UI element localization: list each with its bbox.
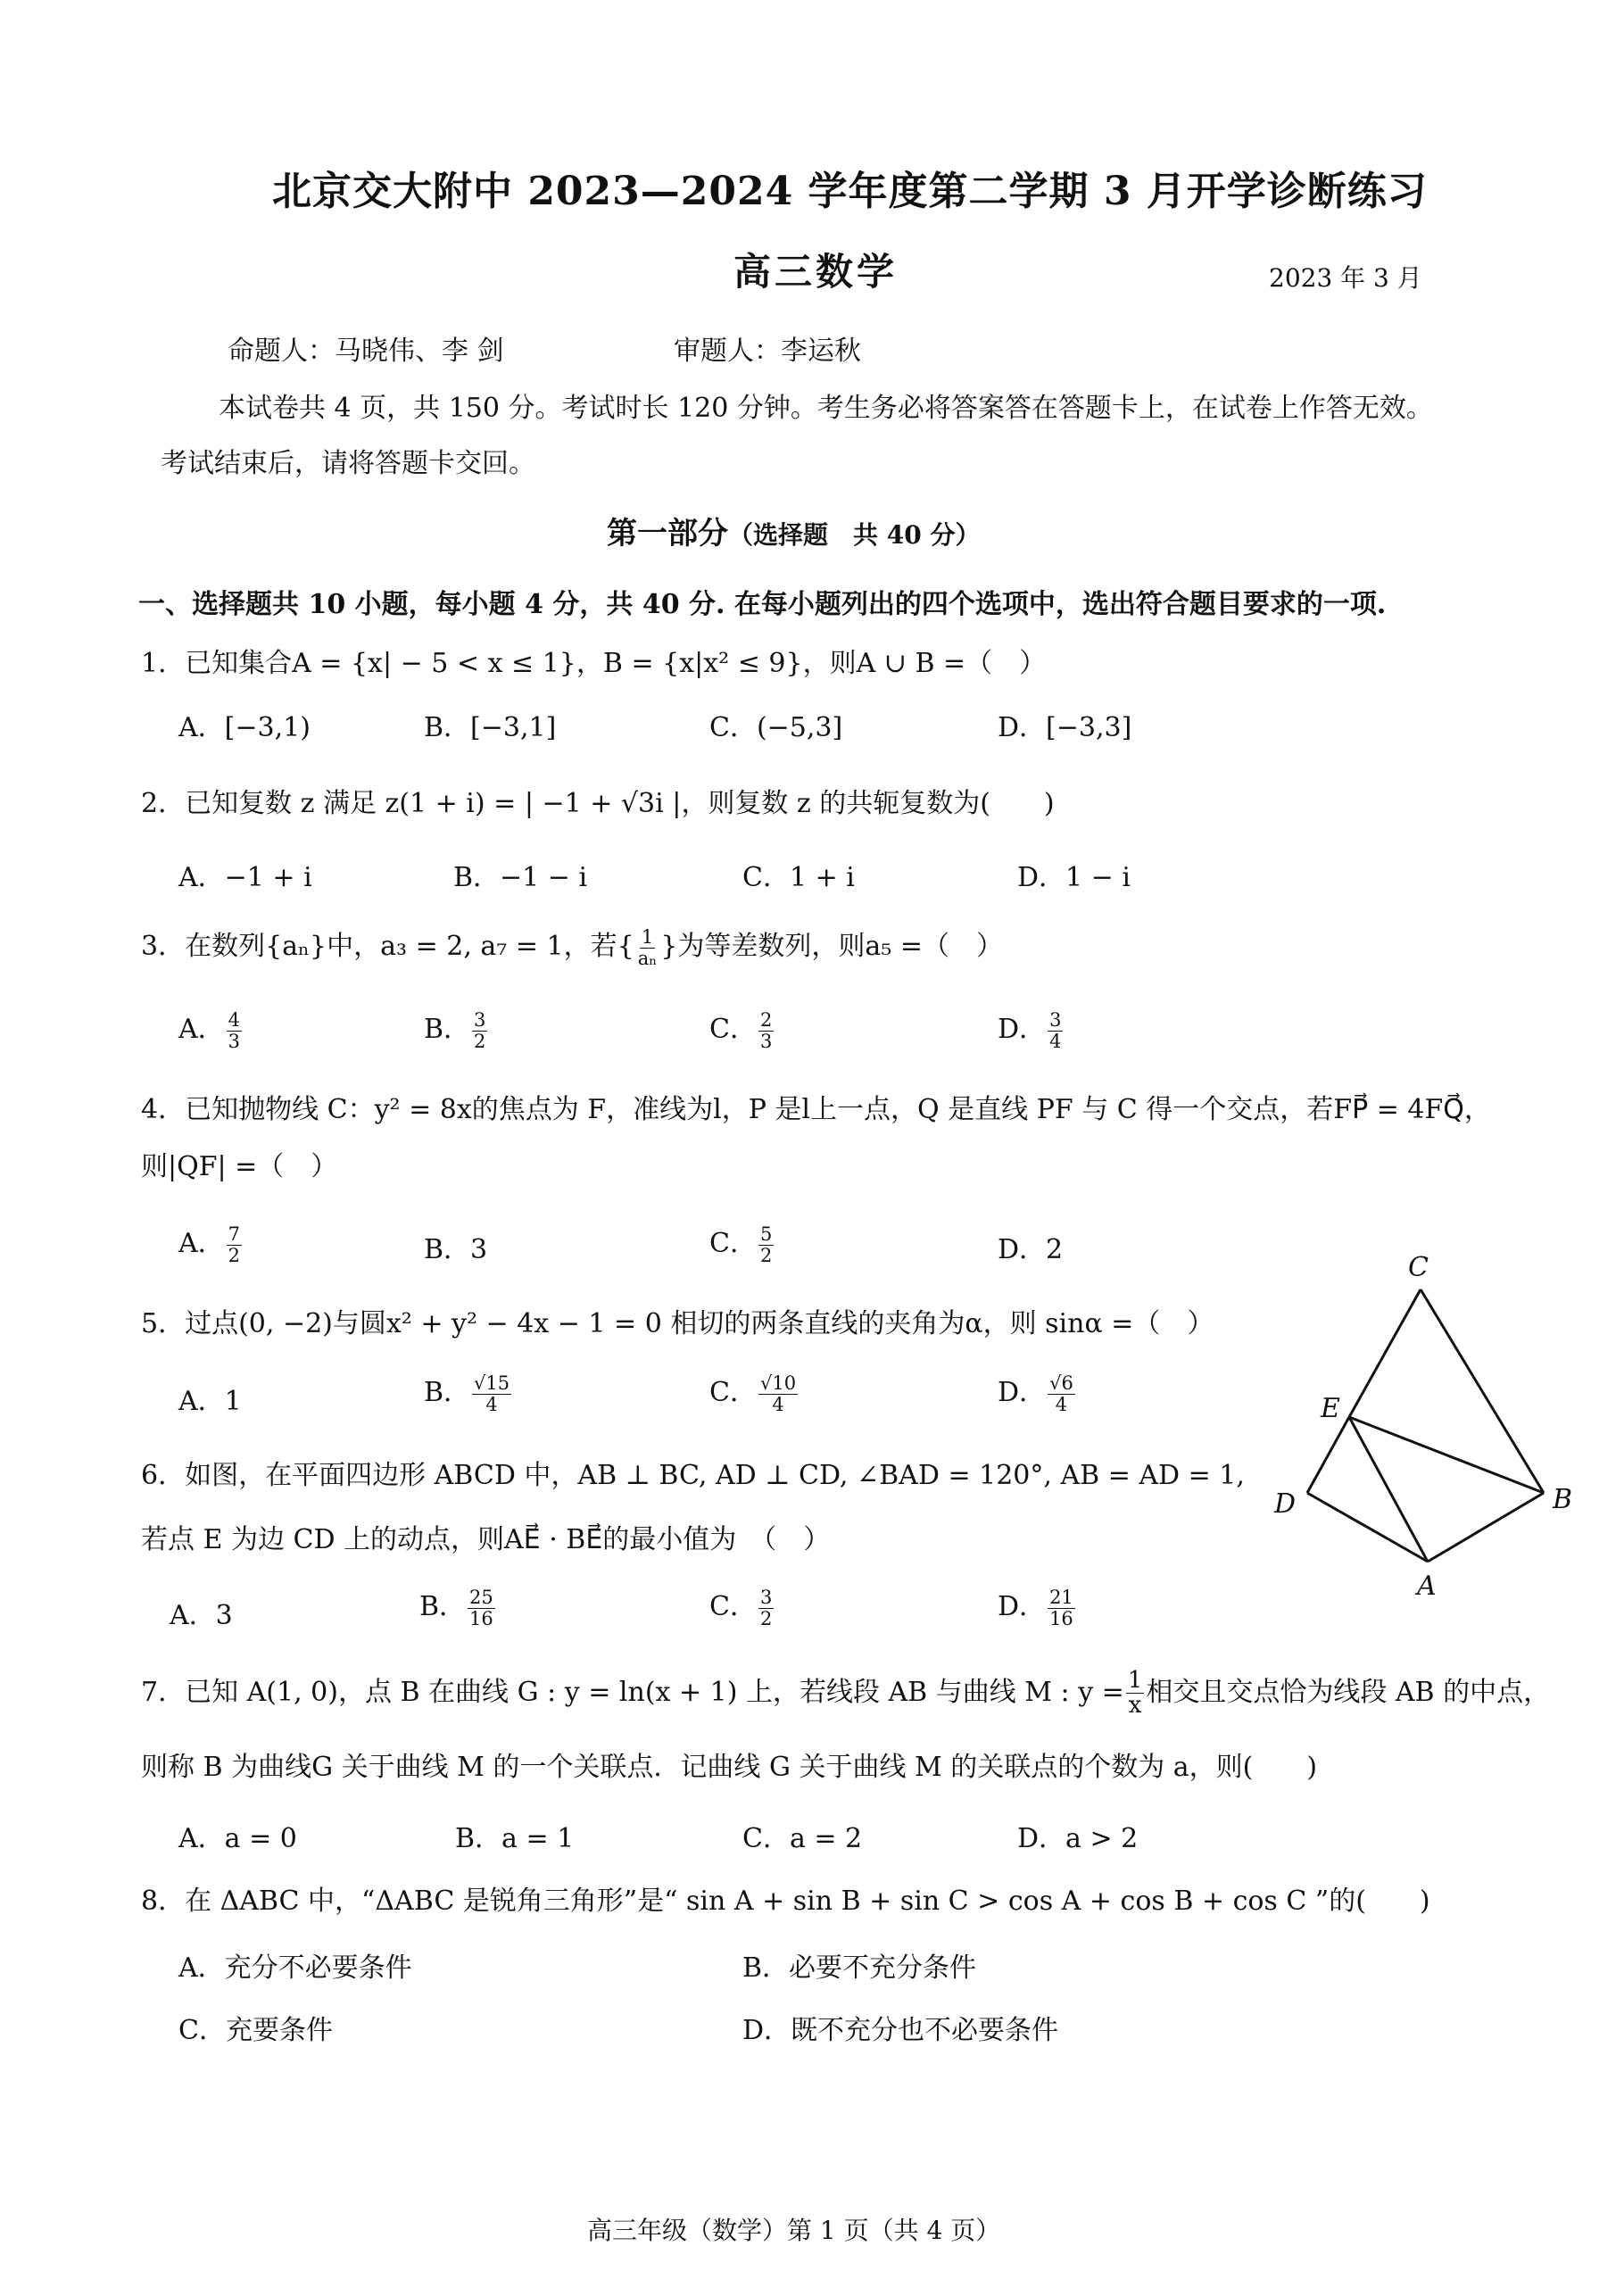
edge-ed bbox=[1307, 1417, 1349, 1493]
q4-option-c-frac bbox=[758, 1224, 774, 1264]
question-5-stem: 5．过点(0, −2)与圆x² + y² − 4x − 1 = 0 相切的两条直线的夹角为α，则 sinα =（ ） bbox=[141, 1308, 1214, 1339]
figure-lines bbox=[1307, 1289, 1544, 1562]
question-7-stem-line-2: 则称 B 为曲线G 关于曲线 M 的一个关联点．记曲线 G 关于曲线 M 的关联点的个数为 a，则( ) bbox=[141, 1752, 1318, 1783]
q4-option-a bbox=[178, 1221, 244, 1265]
q5-option-c-label: C． bbox=[709, 1377, 757, 1408]
q5-option-b-frac bbox=[472, 1373, 511, 1413]
q6-option-c-frac bbox=[758, 1587, 774, 1628]
q7-option-b: B．a = 1 bbox=[455, 1823, 575, 1854]
section-title: 一、选择题共 10 小题，每小题 4 分，共 40 分. 在每小题列出的四个选项中，选出符合题目要求的一项. bbox=[138, 589, 1387, 620]
vertex-label-d: D bbox=[1274, 1488, 1297, 1520]
q3-option-b-label: B． bbox=[424, 1014, 471, 1045]
q4-option-a-label: A． bbox=[178, 1228, 225, 1259]
frac-den: 2 bbox=[759, 1244, 773, 1266]
q3-option-a-label: A． bbox=[178, 1014, 225, 1045]
q5-option-b-label: B． bbox=[424, 1377, 471, 1408]
q7-stem-part-a: 7．已知 A(1, 0)，点 B 在曲线 G : y = ln(x + 1) 上，若线段 AB 与曲线 M : y = bbox=[141, 1676, 1124, 1708]
part-heading-note: （选择题 共 40 分） bbox=[728, 520, 981, 550]
frac-num: √15 bbox=[474, 1372, 510, 1395]
q4-option-b: B．3 bbox=[424, 1234, 488, 1265]
q4-option-c bbox=[709, 1221, 775, 1265]
frac-den: 16 bbox=[469, 1607, 493, 1629]
edge-cb bbox=[1421, 1289, 1544, 1493]
q3-frac-num: 1 bbox=[641, 926, 654, 949]
q5-option-c-frac bbox=[758, 1373, 798, 1413]
q6-option-b-label: B． bbox=[419, 1591, 467, 1622]
vertex-label-a: A bbox=[1417, 1571, 1437, 1602]
q2-option-c: C．1 + i bbox=[742, 862, 855, 893]
authors: 命题人：马晓伟、李 剑 bbox=[228, 336, 504, 367]
q3-option-c-frac bbox=[758, 1010, 774, 1050]
q6-option-b-frac bbox=[468, 1587, 495, 1628]
page-footer: 高三年级（数学）第 1 页（共 4 页） bbox=[587, 2216, 1001, 2245]
reviewer: 审题人：李运秋 bbox=[674, 336, 861, 367]
q3-stem-part-a: 3．在数列{aₙ}中，a₃ = 2, a₇ = 1，若{ bbox=[141, 931, 634, 962]
q5-option-d-label: D． bbox=[998, 1377, 1047, 1408]
q1-option-a: A．[−3,1) bbox=[178, 712, 311, 743]
q3-frac-den: aₙ bbox=[637, 947, 658, 969]
q3-option-d-frac bbox=[1048, 1010, 1063, 1050]
frac-num: 7 bbox=[228, 1223, 241, 1246]
frac-num: √6 bbox=[1049, 1372, 1073, 1395]
edge-ab bbox=[1428, 1493, 1544, 1562]
question-2-stem: 2．已知复数 z 满足 z(1 + i) = | −1 + √3i |，则复数 z 的共轭复数为( ) bbox=[141, 788, 1055, 819]
q8-option-d: D．既不充分也不必要条件 bbox=[742, 2015, 1059, 2046]
q5-option-d-frac bbox=[1048, 1373, 1075, 1413]
q7-option-c: C．a = 2 bbox=[742, 1823, 863, 1854]
q2-option-d: D．1 − i bbox=[1017, 862, 1131, 893]
q6-option-c-label: C． bbox=[709, 1591, 757, 1622]
q5-option-d bbox=[998, 1370, 1077, 1414]
q3-option-d bbox=[998, 1007, 1065, 1051]
frac-num: 5 bbox=[759, 1223, 773, 1246]
frac-den: 4 bbox=[772, 1393, 784, 1415]
q5-option-b bbox=[424, 1370, 513, 1414]
frac-num: 2 bbox=[759, 1009, 773, 1032]
q6-option-b bbox=[419, 1584, 497, 1629]
segment-eb bbox=[1349, 1417, 1544, 1493]
quadrilateral-figure bbox=[1249, 1245, 1588, 1611]
q3-option-a bbox=[178, 1007, 244, 1051]
q3-option-c bbox=[709, 1007, 775, 1051]
question-7-stem-line-1 bbox=[141, 1669, 1550, 1719]
question-4-stem-line-1: 4．已知抛物线 C：y² = 8x的焦点为 F，准线为l，P 是l上一点，Q 是直线 PF 与 C 得一个交点，若FP⃗ = 4FQ⃗， bbox=[141, 1094, 1491, 1125]
question-6-stem-line-2: 若点 E 为边 CD 上的动点，则AE⃗ · BE⃗的最小值为 （ ） bbox=[141, 1524, 831, 1555]
frac-num: 21 bbox=[1049, 1587, 1073, 1609]
q1-option-c: C．(−5,3] bbox=[709, 712, 843, 743]
q8-option-c: C．充要条件 bbox=[178, 2015, 333, 2046]
frac-den: 4 bbox=[1055, 1393, 1068, 1415]
q4-option-d: D．2 bbox=[998, 1234, 1064, 1265]
part-heading bbox=[607, 509, 980, 552]
frac-den: 3 bbox=[228, 1030, 241, 1052]
question-1-stem: 1．已知集合A = {x| − 5 < x ≤ 1}，B = {x|x² ≤ 9}，则A ∪ B =（ ） bbox=[141, 648, 1047, 679]
q8-option-b: B．必要不充分条件 bbox=[742, 1952, 977, 1984]
instructions-line-1: 本试卷共 4 页，共 150 分。考试时长 120 分钟。考生务必将答案答在答题卡上，在试卷上作答无效。 bbox=[219, 393, 1433, 424]
frac-den: 3 bbox=[759, 1030, 773, 1052]
q7-option-d: D．a > 2 bbox=[1017, 1823, 1139, 1854]
q3-option-b bbox=[424, 1007, 489, 1051]
frac-den: 4 bbox=[485, 1393, 498, 1415]
vertex-label-c: C bbox=[1408, 1252, 1429, 1283]
frac-num: 25 bbox=[469, 1587, 493, 1609]
q6-option-a: A．3 bbox=[170, 1600, 233, 1631]
q3-option-a-frac bbox=[227, 1010, 242, 1050]
q1-option-b: B．[−3,1] bbox=[424, 712, 557, 743]
frac-den: 2 bbox=[474, 1030, 486, 1052]
q1-option-d: D．[−3,3] bbox=[998, 712, 1132, 743]
q3-stem-part-b: }为等差数列，则a₅ =（ ） bbox=[660, 931, 1003, 962]
q3-stem-fraction bbox=[636, 927, 659, 967]
q7-option-a: A．a = 0 bbox=[178, 1823, 297, 1854]
exam-title: 北京交大附中 2023—2024 学年度第二学期 3 月开学诊断练习 bbox=[272, 169, 1428, 214]
q2-option-b: B．−1 − i bbox=[453, 862, 588, 893]
frac-den: 16 bbox=[1049, 1607, 1073, 1629]
q3-option-c-label: C． bbox=[709, 1014, 757, 1045]
vertex-label-e: E bbox=[1321, 1393, 1340, 1424]
q7-stem-fraction bbox=[1126, 1669, 1145, 1719]
q6-option-d-label: D． bbox=[998, 1591, 1047, 1622]
q5-option-c bbox=[709, 1370, 800, 1414]
q7-frac-num: 1 bbox=[1127, 1667, 1143, 1694]
frac-num: 4 bbox=[228, 1009, 241, 1032]
question-6-stem-line-1: 6．如图，在平面四边形 ABCD 中，AB ⊥ BC, AD ⊥ CD, ∠BAD = 120°, AB = AD = 1, bbox=[141, 1460, 1245, 1491]
question-4-stem-line-2: 则|QF| =（ ） bbox=[141, 1151, 338, 1182]
q5-option-a: A．1 bbox=[178, 1386, 242, 1417]
q3-option-b-frac bbox=[472, 1010, 487, 1050]
subject-title: 高三数学 bbox=[733, 250, 899, 294]
q2-option-a: A．−1 + i bbox=[178, 862, 312, 893]
q7-stem-part-b: 相交且交点恰为线段 AB 的中点， bbox=[1146, 1676, 1551, 1708]
frac-num: 3 bbox=[759, 1587, 773, 1609]
q6-option-d bbox=[998, 1584, 1077, 1629]
q7-frac-den: x bbox=[1128, 1692, 1142, 1720]
frac-num: 3 bbox=[474, 1009, 486, 1032]
part-heading-label: 第一部分 bbox=[607, 516, 728, 551]
frac-den: 4 bbox=[1049, 1030, 1062, 1052]
frac-den: 2 bbox=[759, 1607, 773, 1629]
edge-ce bbox=[1349, 1289, 1421, 1417]
vertex-label-b: B bbox=[1553, 1484, 1573, 1515]
q4-option-c-label: C． bbox=[709, 1228, 757, 1259]
frac-den: 2 bbox=[228, 1244, 241, 1266]
q6-option-c bbox=[709, 1584, 775, 1629]
q8-option-a: A．充分不必要条件 bbox=[178, 1952, 412, 1984]
q4-option-a-frac bbox=[227, 1224, 242, 1264]
instructions-line-2: 考试结束后，请将答题卡交回。 bbox=[161, 448, 535, 479]
q3-option-d-label: D． bbox=[998, 1014, 1047, 1045]
exam-date: 2023 年 3 月 bbox=[1269, 263, 1422, 293]
question-8-stem: 8．在 ΔABC 中，“ΔABC 是锐角三角形”是“ sin A + sin B + sin C > cos A + cos B + cos C ”的( ) bbox=[141, 1886, 1430, 1917]
q6-option-d-frac bbox=[1048, 1587, 1075, 1628]
frac-num: √10 bbox=[759, 1372, 797, 1395]
question-3-stem bbox=[141, 924, 1003, 968]
frac-num: 3 bbox=[1049, 1009, 1062, 1032]
